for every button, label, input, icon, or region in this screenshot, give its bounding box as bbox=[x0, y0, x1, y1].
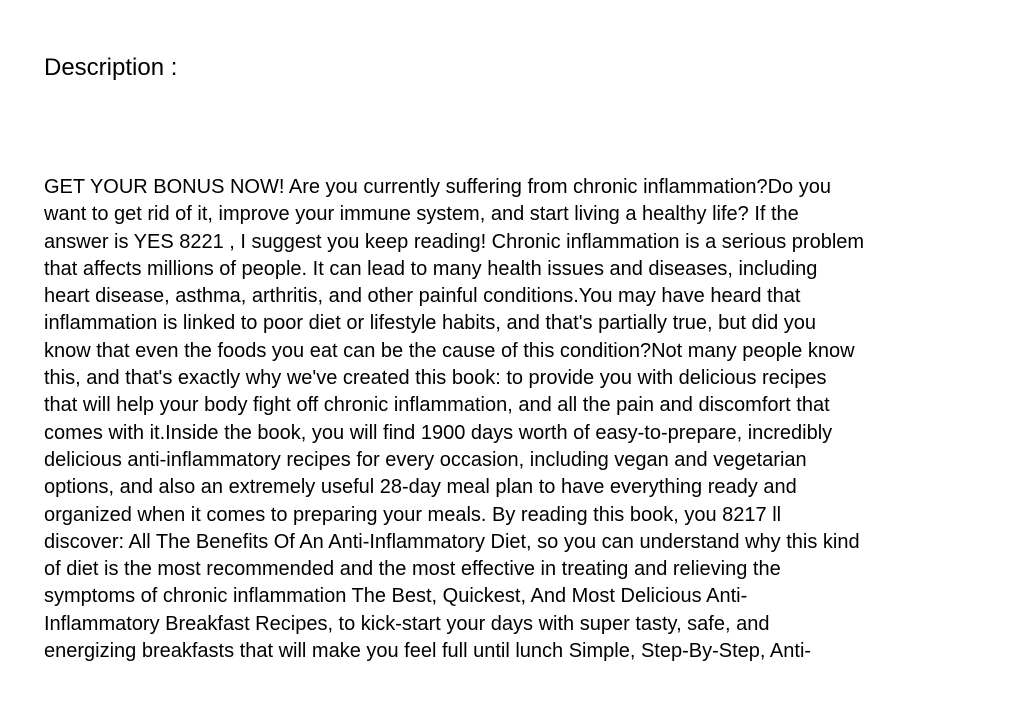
body-line: options, and also an extremely useful 28-day meal plan to have everything ready and bbox=[44, 476, 797, 499]
description-heading: Description : bbox=[44, 54, 178, 81]
body-line: symptoms of chronic inflammation The Best, Quickest, And Most Delicious Anti- bbox=[44, 585, 748, 608]
body-line: inflammation is linked to poor diet or lifestyle habits, and that's partially true, but did you bbox=[44, 312, 817, 335]
body-line: energizing breakfasts that will make you feel full until lunch Simple, Step-By-Step, Anti- bbox=[44, 640, 812, 663]
body-line: organized when it comes to preparing your meals. By reading this book, you 8217 ll bbox=[44, 503, 782, 526]
body-line: know that even the foods you eat can be the cause of this condition?Not many people know bbox=[44, 339, 855, 362]
description-body bbox=[44, 174, 990, 665]
body-line: want to get rid of it, improve your immune system, and start living a healthy life? If the bbox=[44, 203, 799, 226]
body-line: Inflammatory Breakfast Recipes, to kick-start your days with super tasty, safe, and bbox=[44, 612, 770, 635]
body-line: discover: All The Benefits Of An Anti-Inflammatory Diet, so you can understand why this kind bbox=[44, 530, 860, 553]
body-line: that affects millions of people. It can lead to many health issues and diseases, including bbox=[44, 257, 818, 280]
body-line: delicious anti-inflammatory recipes for every occasion, including vegan and vegetarian bbox=[44, 448, 807, 471]
body-line: heart disease, asthma, arthritis, and other painful conditions.You may have heard that bbox=[44, 285, 801, 308]
body-line: GET YOUR BONUS NOW! Are you currently suffering from chronic inflammation?Do you bbox=[44, 176, 831, 198]
body-line: comes with it.Inside the book, you will find 1900 days worth of easy-to-prepare, incredibly bbox=[44, 421, 833, 444]
body-line: that will help your body fight off chronic inflammation, and all the pain and discomfort that bbox=[44, 394, 830, 417]
body-line: this, and that's exactly why we've created this book: to provide you with delicious recipes bbox=[44, 367, 827, 390]
body-line: of diet is the most recommended and the most effective in treating and relieving the bbox=[44, 558, 781, 581]
body-line: answer is YES 8221 , I suggest you keep reading! Chronic inflammation is a serious problem bbox=[44, 230, 865, 253]
